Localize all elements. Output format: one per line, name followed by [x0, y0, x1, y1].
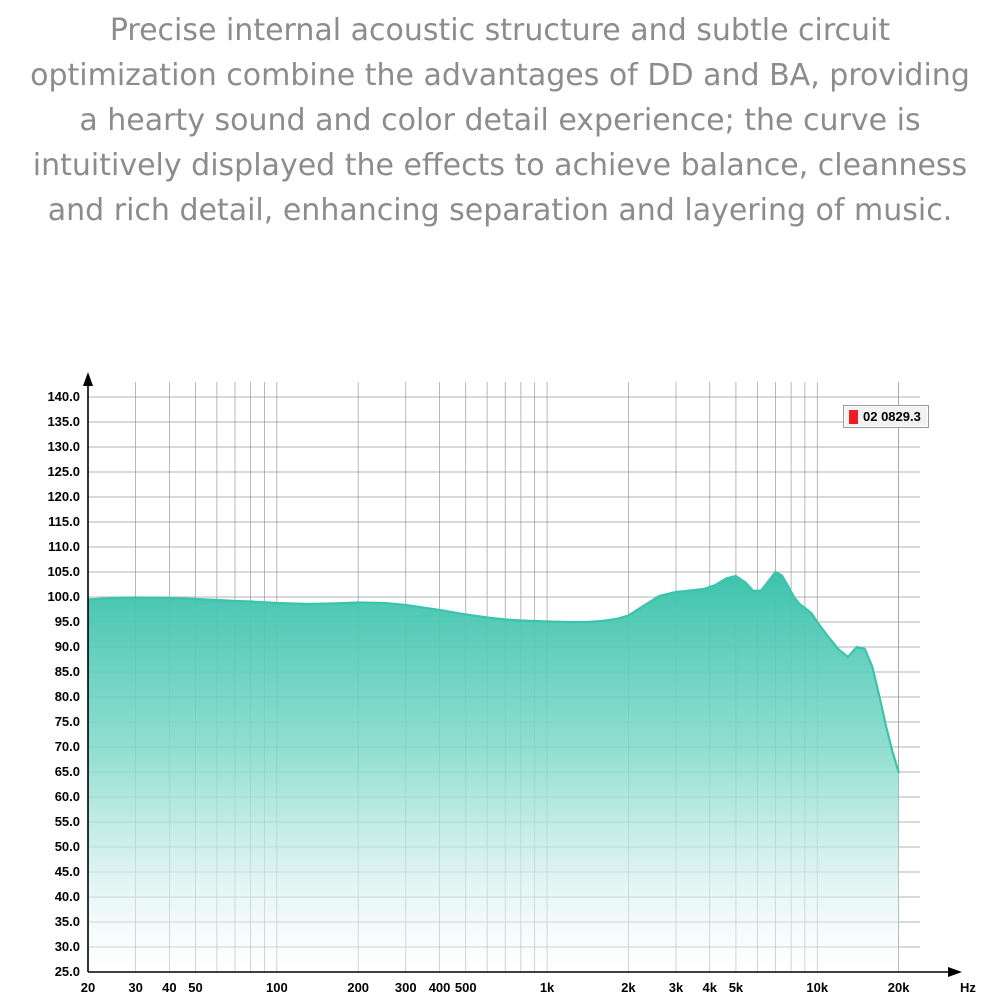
y-tick-label: 120.0 [47, 489, 80, 504]
x-tick-label: 300 [394, 980, 417, 995]
y-axis-tick-labels [47, 389, 80, 979]
x-tick-label: 4k [702, 980, 717, 995]
x-axis-title: Hz [960, 980, 976, 995]
product-description [20, 0, 980, 233]
y-tick-label: 55.0 [54, 814, 80, 829]
y-tick-label: 115.0 [48, 514, 80, 529]
y-tick-label: 90.0 [54, 639, 80, 654]
y-tick-label: 70.0 [54, 739, 80, 754]
description-text: Precise internal acoustic structure and subtle circuit optimization combine the advantages of DD and BA, providing a hearty sound and color detail experience; the curve is intuitively displayed the effects to achieve balance, cleanness and rich detail, enhancing separation and layering of music. [30, 13, 970, 228]
y-tick-label: 65.0 [54, 764, 80, 779]
x-tick-label: 100 [266, 980, 288, 995]
y-tick-label: 105.0 [47, 564, 80, 579]
x-tick-label: 5k [728, 980, 744, 995]
x-tick-label: 400 [428, 980, 451, 995]
series-group [88, 572, 899, 972]
x-tick-label: 40 [162, 980, 177, 995]
y-tick-label: 30.0 [54, 939, 80, 954]
y-tick-label: 95.0 [54, 614, 80, 629]
x-tick-label: 50 [188, 980, 203, 995]
chart-svg [0, 360, 1000, 1000]
x-tick-label: 500 [454, 980, 477, 995]
x-tick-label: 10k [806, 980, 829, 995]
frequency-response-chart [0, 360, 1000, 1000]
y-tick-label: 40.0 [54, 889, 80, 904]
y-tick-label: 75.0 [54, 714, 80, 729]
x-axis-tick-labels [81, 980, 910, 995]
x-tick-label: 1k [539, 980, 555, 995]
y-tick-label: 50.0 [54, 839, 80, 854]
y-tick-label: 100.0 [47, 589, 80, 604]
y-tick-label: 85.0 [54, 664, 80, 679]
y-tick-label: 60.0 [54, 789, 80, 804]
x-tick-label: 30 [128, 980, 143, 995]
x-tick-label: 200 [347, 980, 370, 995]
x-tick-label: 2k [621, 980, 636, 995]
y-axis-arrow [83, 372, 93, 386]
x-tick-label: 3k [668, 980, 684, 995]
y-tick-label: 110.0 [48, 539, 80, 554]
chart-legend[interactable] [843, 405, 929, 428]
y-tick-label: 130.0 [47, 439, 80, 454]
y-tick-label: 135.0 [47, 414, 80, 429]
legend-label: 02 0829.3 [863, 409, 921, 424]
y-tick-label: 80.0 [54, 689, 80, 704]
x-tick-label: 20k [887, 980, 910, 995]
y-tick-label: 35.0 [54, 914, 80, 929]
y-tick-label: 25.0 [54, 964, 80, 979]
legend-color-swatch [849, 410, 858, 424]
y-tick-label: 140.0 [47, 389, 80, 404]
y-tick-label: 45.0 [54, 864, 80, 879]
x-axis-arrow [948, 967, 962, 977]
y-tick-label: 125.0 [47, 464, 80, 479]
x-tick-label: 20 [80, 980, 96, 995]
series-area [88, 572, 899, 972]
